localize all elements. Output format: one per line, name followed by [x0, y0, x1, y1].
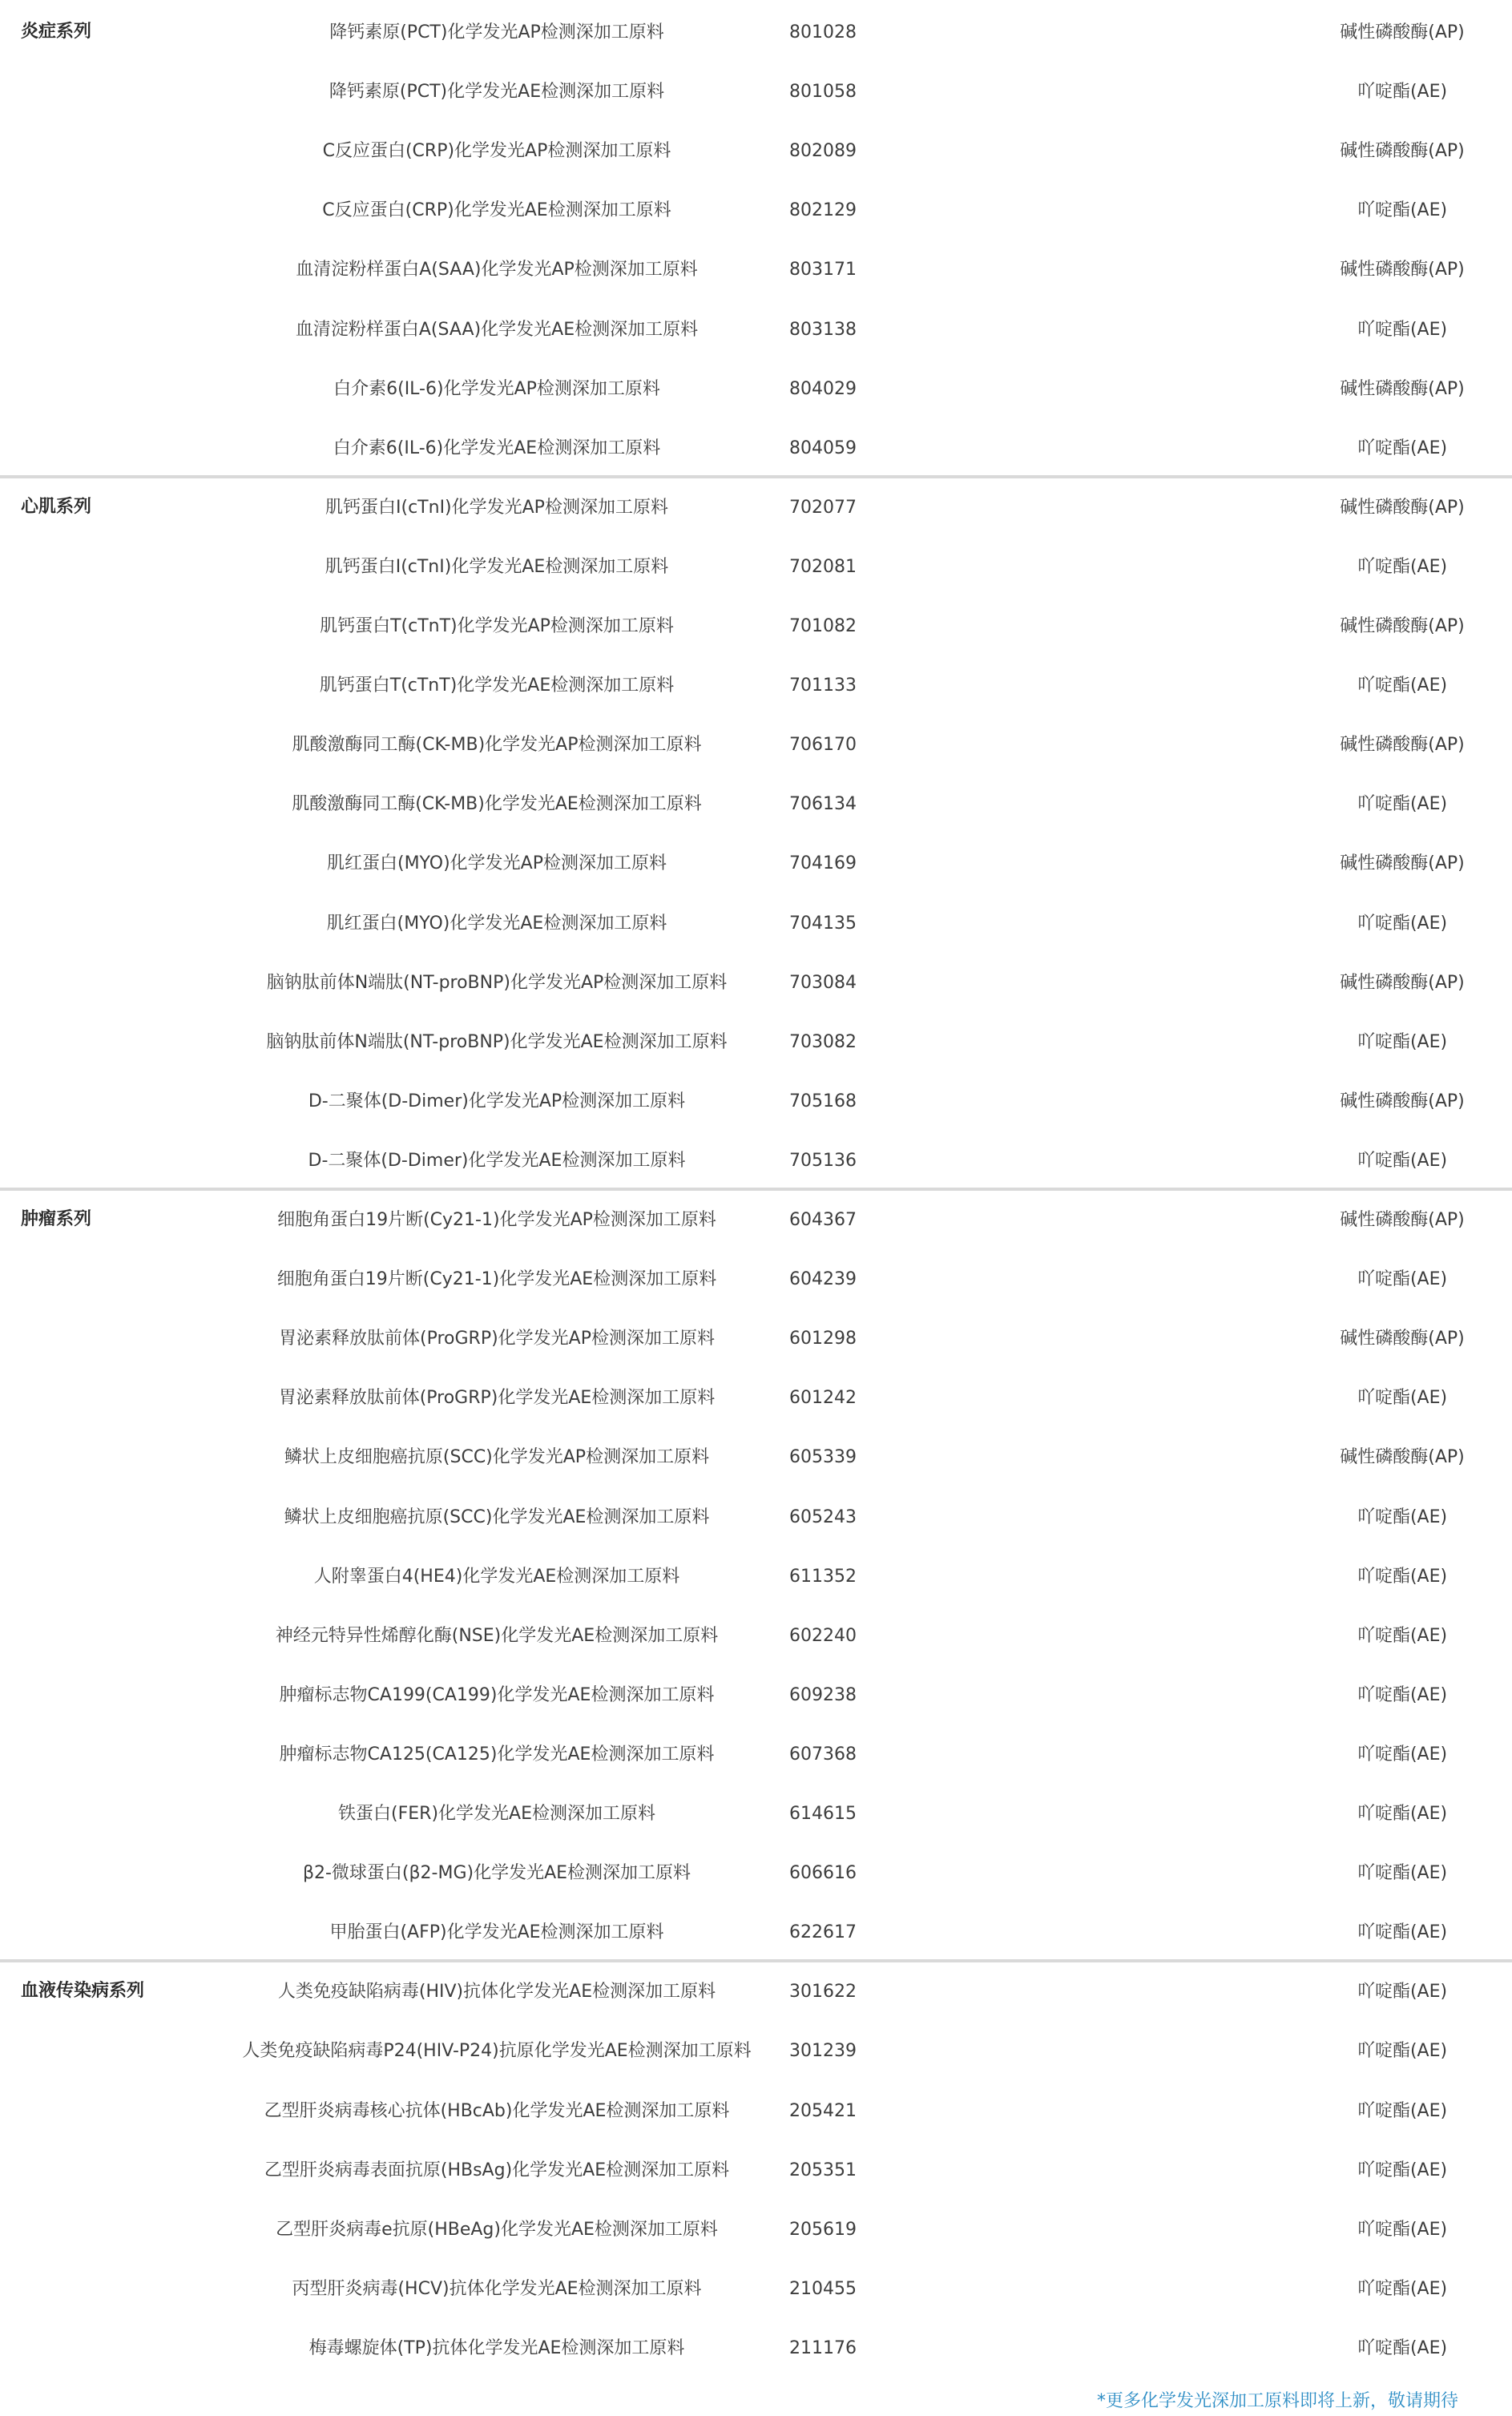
product-code: 804059	[789, 438, 857, 458]
product-name: 丙型肝炎病毒(HCV)抗体化学发光AE检测深加工原料	[292, 2278, 702, 2299]
product-name: 白介素6(IL-6)化学发光AE检测深加工原料	[333, 438, 661, 458]
product-name: 人类免疫缺陷病毒P24(HIV-P24)抗原化学发光AE检测深加工原料	[242, 2041, 752, 2062]
product-code: 703082	[789, 1031, 857, 1052]
product-name: 乙型肝炎病毒e抗原(HBeAg)化学发光AE检测深加工原料	[276, 2219, 718, 2240]
product-code: 803171	[789, 260, 857, 280]
product-code: 609238	[789, 1684, 857, 1705]
label-type: 吖啶酯(AE)	[1357, 1566, 1448, 1587]
table-row	[0, 419, 1512, 478]
table-row	[0, 63, 1512, 122]
product-code: 602240	[789, 1625, 857, 1646]
product-name: β2-微球蛋白(β2-MG)化学发光AE检测深加工原料	[302, 1863, 691, 1884]
product-name: 甲胎蛋白(AFP)化学发光AE检测深加工原料	[329, 1922, 664, 1943]
label-type: 吖啶酯(AE)	[1357, 913, 1448, 934]
table-row	[0, 1547, 1512, 1607]
product-name: 鳞状上皮细胞癌抗原(SCC)化学发光AP检测深加工原料	[284, 1447, 710, 1468]
table-row	[0, 1725, 1512, 1785]
label-type: 吖啶酯(AE)	[1357, 556, 1448, 577]
label-type: 吖啶酯(AE)	[1357, 319, 1448, 340]
table-row	[0, 1903, 1512, 1962]
product-code: 705136	[789, 1150, 857, 1171]
label-type: 吖啶酯(AE)	[1357, 1506, 1448, 1527]
label-type: 吖啶酯(AE)	[1357, 1922, 1448, 1943]
label-type: 吖啶酯(AE)	[1357, 82, 1448, 103]
table-row	[0, 894, 1512, 954]
label-type: 碱性磷酸酶(AP)	[1340, 1210, 1465, 1230]
table-row	[0, 834, 1512, 893]
table-row	[0, 1785, 1512, 1844]
product-name: 肌钙蛋白T(cTnT)化学发光AE检测深加工原料	[319, 676, 675, 696]
table-row	[0, 538, 1512, 597]
product-code: 803138	[789, 319, 857, 340]
product-code: 706134	[789, 794, 857, 815]
label-type: 吖啶酯(AE)	[1357, 1388, 1448, 1409]
label-type: 吖啶酯(AE)	[1357, 200, 1448, 221]
product-name: 肌钙蛋白I(cTnI)化学发光AE检测深加工原料	[325, 556, 669, 577]
product-name: 肿瘤标志物CA199(CA199)化学发光AE检测深加工原料	[279, 1684, 715, 1705]
label-type: 吖啶酯(AE)	[1357, 2337, 1448, 2358]
table-row	[0, 360, 1512, 419]
product-name: 人类免疫缺陷病毒(HIV)抗体化学发光AE检测深加工原料	[277, 1982, 716, 2003]
product-code: 205351	[789, 2160, 857, 2180]
label-type: 碱性磷酸酶(AP)	[1340, 972, 1465, 993]
table-row	[0, 656, 1512, 716]
product-code: 301622	[789, 1982, 857, 2003]
label-type: 吖啶酯(AE)	[1357, 1625, 1448, 1646]
label-type: 碱性磷酸酶(AP)	[1340, 22, 1465, 42]
product-code: 607368	[789, 1744, 857, 1765]
product-code: 622617	[789, 1922, 857, 1943]
product-name: 血清淀粉样蛋白A(SAA)化学发光AE检测深加工原料	[295, 319, 699, 340]
product-code: 804029	[789, 378, 857, 399]
product-code: 801058	[789, 82, 857, 103]
product-name: C反应蛋白(CRP)化学发光AE检测深加工原料	[322, 200, 671, 221]
product-name: 鳞状上皮细胞癌抗原(SCC)化学发光AE检测深加工原料	[284, 1506, 710, 1527]
label-type: 吖啶酯(AE)	[1357, 2278, 1448, 2299]
product-code: 701133	[789, 676, 857, 696]
product-code: 704169	[789, 853, 857, 874]
product-code: 703084	[789, 972, 857, 993]
table-row	[0, 1666, 1512, 1725]
product-name: 乙型肝炎病毒表面抗原(HBsAg)化学发光AE检测深加工原料	[264, 2160, 730, 2180]
table-row	[0, 1428, 1512, 1487]
label-type: 碱性磷酸酶(AP)	[1340, 853, 1465, 874]
label-type: 吖啶酯(AE)	[1357, 1744, 1448, 1765]
product-code: 611352	[789, 1566, 857, 1587]
product-code: 702077	[789, 497, 857, 518]
table-row	[0, 478, 1512, 538]
product-code: 210455	[789, 2278, 857, 2299]
product-code: 701082	[789, 616, 857, 636]
product-code: 606616	[789, 1863, 857, 1884]
product-name: D-二聚体(D-Dimer)化学发光AE检测深加工原料	[308, 1150, 686, 1171]
product-name: 血清淀粉样蛋白A(SAA)化学发光AP检测深加工原料	[296, 260, 698, 280]
product-name: 胃泌素释放肽前体(ProGRP)化学发光AE检测深加工原料	[278, 1388, 716, 1409]
label-type: 碱性磷酸酶(AP)	[1340, 141, 1465, 162]
product-name: 降钙素原(PCT)化学发光AP检测深加工原料	[329, 22, 664, 42]
table-row	[0, 300, 1512, 360]
section-title: 血液传染病系列	[21, 1981, 145, 2002]
product-code: 802129	[789, 200, 857, 221]
table-row	[0, 1250, 1512, 1309]
product-name: 脑钠肽前体N端肽(NT-proBNP)化学发光AE检测深加工原料	[266, 1031, 728, 1052]
product-code: 601298	[789, 1329, 857, 1349]
product-name: C反应蛋白(CRP)化学发光AP检测深加工原料	[322, 141, 671, 162]
product-name: 胃泌素释放肽前体(ProGRP)化学发光AP检测深加工原料	[279, 1329, 715, 1349]
product-code: 702081	[789, 556, 857, 577]
label-type: 吖啶酯(AE)	[1357, 1269, 1448, 1290]
product-name: 人附睾蛋白4(HE4)化学发光AE检测深加工原料	[313, 1566, 680, 1587]
label-type: 吖啶酯(AE)	[1357, 676, 1448, 696]
table-row	[0, 954, 1512, 1013]
product-code: 614615	[789, 1804, 857, 1824]
product-name: 肌酸激酶同工酶(CK-MB)化学发光AP检测深加工原料	[292, 735, 702, 756]
product-name: 细胞角蛋白19片断(Cy21-1)化学发光AE检测深加工原料	[276, 1269, 717, 1290]
label-type: 碱性磷酸酶(AP)	[1340, 616, 1465, 636]
product-name: 脑钠肽前体N端肽(NT-proBNP)化学发光AP检测深加工原料	[266, 972, 728, 993]
product-name: 肌钙蛋白I(cTnI)化学发光AP检测深加工原料	[325, 497, 668, 518]
table-row	[0, 2319, 1512, 2378]
product-name: 神经元特异性烯醇化酶(NSE)化学发光AE检测深加工原料	[275, 1625, 719, 1646]
table-row	[0, 716, 1512, 775]
section-title: 肿瘤系列	[21, 1209, 92, 1229]
product-code: 801028	[789, 22, 857, 42]
label-type: 吖啶酯(AE)	[1357, 2041, 1448, 2062]
table-row	[0, 2200, 1512, 2260]
table-row	[0, 1844, 1512, 1903]
product-code: 301239	[789, 2041, 857, 2062]
label-type: 碱性磷酸酶(AP)	[1340, 1447, 1465, 1468]
table-row	[0, 1488, 1512, 1547]
product-code: 205421	[789, 2100, 857, 2121]
label-type: 碱性磷酸酶(AP)	[1340, 260, 1465, 280]
label-type: 吖啶酯(AE)	[1357, 2160, 1448, 2180]
table-row	[0, 240, 1512, 300]
label-type: 吖啶酯(AE)	[1357, 1684, 1448, 1705]
product-name: 肌红蛋白(MYO)化学发光AP检测深加工原料	[326, 853, 667, 874]
table-row	[0, 1072, 1512, 1131]
label-type: 吖啶酯(AE)	[1357, 794, 1448, 815]
table-row	[0, 181, 1512, 240]
product-name: 白介素6(IL-6)化学发光AP检测深加工原料	[333, 378, 660, 399]
product-code: 605339	[789, 1447, 857, 1468]
product-name: 肌酸激酶同工酶(CK-MB)化学发光AE检测深加工原料	[292, 794, 702, 815]
table-row	[0, 1607, 1512, 1666]
label-type: 碱性磷酸酶(AP)	[1340, 735, 1465, 756]
product-name: 梅毒螺旋体(TP)抗体化学发光AE检测深加工原料	[308, 2337, 685, 2358]
section-title: 心肌系列	[21, 496, 92, 517]
label-type: 吖啶酯(AE)	[1357, 1863, 1448, 1884]
table-row	[0, 3, 1512, 63]
table-row	[0, 1369, 1512, 1428]
section-title: 炎症系列	[21, 22, 92, 42]
table-row	[0, 1131, 1512, 1191]
product-code: 211176	[789, 2337, 857, 2358]
product-name: 降钙素原(PCT)化学发光AE检测深加工原料	[329, 82, 665, 103]
table-row	[0, 2260, 1512, 2319]
label-type: 吖啶酯(AE)	[1357, 1804, 1448, 1824]
label-type: 吖啶酯(AE)	[1357, 438, 1448, 458]
product-code: 605243	[789, 1506, 857, 1527]
product-code: 205619	[789, 2219, 857, 2240]
table-row	[0, 1013, 1512, 1072]
table-row	[0, 775, 1512, 834]
product-name: 肿瘤标志物CA125(CA125)化学发光AE检测深加工原料	[279, 1744, 715, 1765]
product-code: 601242	[789, 1388, 857, 1409]
table-row	[0, 597, 1512, 656]
label-type: 碱性磷酸酶(AP)	[1340, 497, 1465, 518]
label-type: 吖啶酯(AE)	[1357, 2100, 1448, 2121]
label-type: 吖啶酯(AE)	[1357, 1982, 1448, 2003]
table-row	[0, 2082, 1512, 2141]
product-name: 肌钙蛋白T(cTnT)化学发光AP检测深加工原料	[320, 616, 674, 636]
product-name: 肌红蛋白(MYO)化学发光AE检测深加工原料	[326, 913, 667, 934]
table-row	[0, 2141, 1512, 2200]
label-type: 碱性磷酸酶(AP)	[1340, 1091, 1465, 1111]
label-type: 吖啶酯(AE)	[1357, 1150, 1448, 1171]
product-code: 704135	[789, 913, 857, 934]
product-code: 604239	[789, 1269, 857, 1290]
table-row	[0, 1191, 1512, 1250]
table-row	[0, 122, 1512, 181]
product-name: 细胞角蛋白19片断(Cy21-1)化学发光AP检测深加工原料	[277, 1210, 716, 1230]
table-row	[0, 1309, 1512, 1369]
product-code: 706170	[789, 735, 857, 756]
product-name: 乙型肝炎病毒核心抗体(HBcAb)化学发光AE检测深加工原料	[264, 2100, 730, 2121]
table-row	[0, 2022, 1512, 2081]
product-name: 铁蛋白(FER)化学发光AE检测深加工原料	[338, 1804, 655, 1824]
label-type: 吖啶酯(AE)	[1357, 1031, 1448, 1052]
label-type: 吖啶酯(AE)	[1357, 2219, 1448, 2240]
label-type: 碱性磷酸酶(AP)	[1340, 1329, 1465, 1349]
product-code: 802089	[789, 141, 857, 162]
footnote: *更多化学发光深加工原料即将上新，敬请期待	[1096, 2391, 1458, 2411]
table-row	[0, 1962, 1512, 2022]
label-type: 碱性磷酸酶(AP)	[1340, 378, 1465, 399]
product-code: 705168	[789, 1091, 857, 1111]
product-code: 604367	[789, 1210, 857, 1230]
product-name: D-二聚体(D-Dimer)化学发光AP检测深加工原料	[308, 1091, 686, 1111]
